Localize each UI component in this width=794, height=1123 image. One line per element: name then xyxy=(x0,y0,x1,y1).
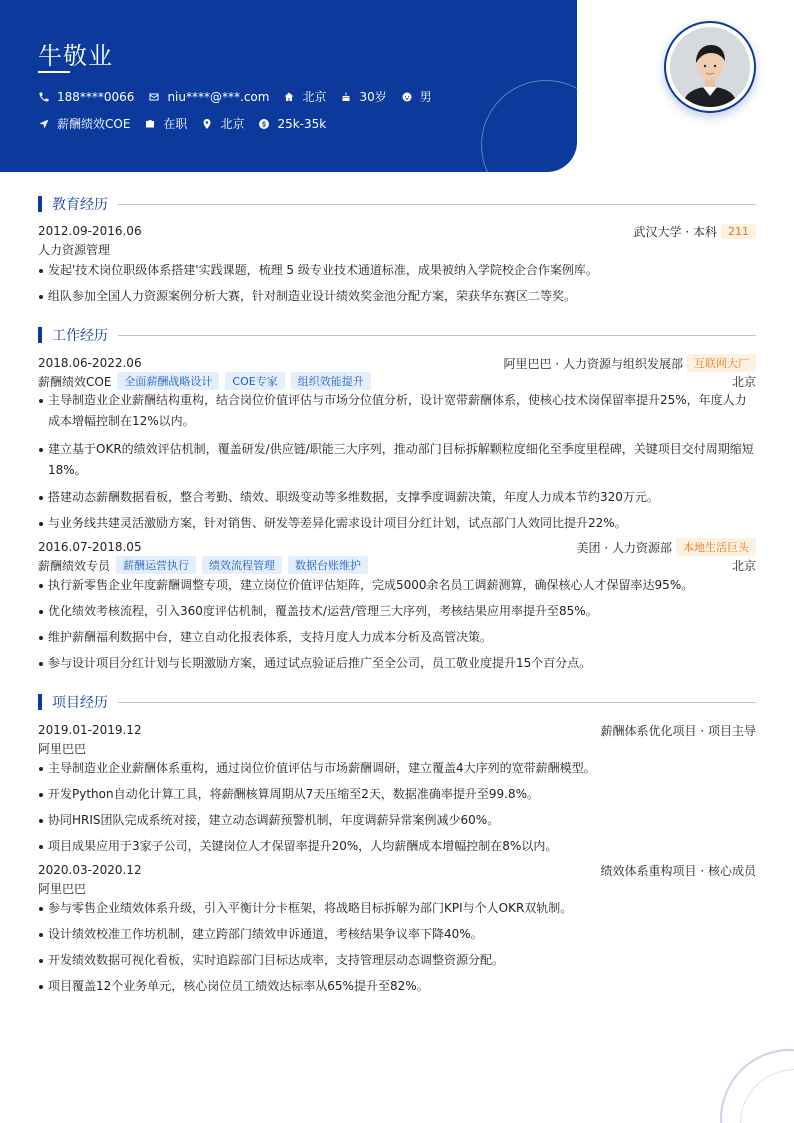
section-divider xyxy=(118,702,756,703)
mail-icon xyxy=(148,91,160,103)
school-level-badge: 211 xyxy=(721,224,756,239)
header-banner xyxy=(0,0,577,172)
city-info xyxy=(283,88,326,105)
list-item: 开发Python自动化计算工具，将薪酬核算周期从7天压缩至2天，数据准确率提升至99.8%。 xyxy=(38,784,756,805)
project-company: 阿里巴巴 xyxy=(38,741,87,756)
candidate-name: 牛敬业 xyxy=(38,42,113,70)
list-item: 执行新零售企业年度薪酬调整专项，建立岗位价值评估矩阵，完成5000余名员工调薪测算，确保核心人才保留率达95%。 xyxy=(38,575,756,596)
skill-tag: 数据台账维护 xyxy=(288,556,368,574)
list-item: 与业务线共建灵活激励方案，针对销售、研发等差异化需求设计项目分红计划，试点部门人效同比提升22%。 xyxy=(38,513,756,534)
section-bar xyxy=(38,694,42,710)
work-period: 2016.07-2018.05 xyxy=(38,540,142,554)
section-title-text: 项目经历 xyxy=(52,695,108,711)
target-city-info xyxy=(201,115,244,132)
education-period: 2012.09-2016.06 xyxy=(38,224,142,238)
skill-tag: 薪酬运营执行 xyxy=(116,556,196,574)
section-project xyxy=(38,693,756,711)
company-badge: 本地生活巨头 xyxy=(676,538,756,556)
money-icon xyxy=(258,118,270,130)
target-job-info xyxy=(38,115,130,132)
project-period: 2020.03-2020.12 xyxy=(38,863,142,877)
section-education xyxy=(38,195,756,213)
work-title: 薪酬绩效专员 xyxy=(38,558,111,573)
email-info xyxy=(148,90,269,104)
company-badge: 互联网大厂 xyxy=(687,354,756,372)
work-company: 阿里巴巴 · 人力资源与组织发展部 xyxy=(503,356,683,371)
list-item: 参与设计项目分红计划与长期激励方案，通过试点验证后推广至全公司，员工敬业度提升15个百分点。 xyxy=(38,653,756,674)
list-item: 设计绩效校准工作坊机制，建立跨部门绩效申诉通道，考核结果争议率下降40%。 xyxy=(38,924,756,945)
list-item: 组队参加全国人力资源案例分析大赛，针对制造业设计绩效奖金池分配方案，荣获华东赛区二等奖。 xyxy=(38,286,756,307)
skill-tag: 绩效流程管理 xyxy=(202,556,282,574)
avatar xyxy=(664,21,756,113)
list-item: 协同HRIS团队完成系统对接，建立动态调薪预警机制，年度调薪异常案例减少60%。 xyxy=(38,810,756,831)
work-title-row xyxy=(38,372,756,390)
project-company: 阿里巴巴 xyxy=(38,881,87,896)
phone-text: 188****0066 xyxy=(57,89,135,104)
briefcase-icon xyxy=(144,118,156,130)
work-title: 薪酬绩效COE xyxy=(38,374,112,389)
name-underline xyxy=(38,71,70,73)
list-item: 参与零售企业绩效体系升级，引入平衡计分卡框架，将战略目标拆解为部门KPI与个人OKR双轨制。 xyxy=(38,898,756,919)
work-city: 北京 xyxy=(731,558,756,573)
list-item: 发起'技术岗位职级体系搭建'实践课题，梳理 5 级专业技术通道标准，成果被纳入学院校企合作案例库。 xyxy=(38,260,756,281)
list-item: 优化绩效考核流程，引入360度评估机制，覆盖技术/运营/管理三大序列，考核结果应用率提升至85%。 xyxy=(38,601,756,622)
email-text: niu****@***.com xyxy=(167,89,270,104)
phone-icon xyxy=(38,91,50,103)
project-name-role: 薪酬体系优化项目 · 项目主导 xyxy=(600,723,756,738)
skill-tag: COE专家 xyxy=(225,372,284,390)
list-item: 主导制造业企业薪酬体系重构，通过岗位价值评估与市场薪酬调研，建立覆盖4大序列的宽带薪酬模型。 xyxy=(38,758,756,779)
job-intent-row xyxy=(38,115,340,132)
education-school: 武汉大学 · 本科 xyxy=(633,224,717,239)
list-item: 开发绩效数据可视化看板，实时追踪部门目标达成率，支持管理层动态调整资源分配。 xyxy=(38,950,756,971)
status-text: 在职 xyxy=(163,117,188,131)
work-company: 美团 · 人力资源部 xyxy=(576,540,672,555)
location-pin-icon xyxy=(201,118,213,130)
face-icon xyxy=(401,91,413,103)
person-portrait-icon xyxy=(670,27,750,107)
skill-tag: 组织效能提升 xyxy=(291,372,371,390)
list-item: 项目覆盖12个业务单元，核心岗位员工绩效达标率从65%提升至82%。 xyxy=(38,976,756,997)
project-name-role: 绩效体系重构项目 · 核心成员 xyxy=(600,863,756,878)
list-item: 项目成果应用于3家子公司，关键岗位人才保留率提升20%，人均薪酬成本增幅控制在8%以内。 xyxy=(38,836,756,857)
section-divider xyxy=(118,335,756,336)
education-header-row xyxy=(38,222,756,240)
work-header-row xyxy=(38,538,756,556)
section-work xyxy=(38,326,756,344)
project-company-row xyxy=(38,879,756,897)
target-job-text: 薪酬绩效COE xyxy=(57,117,131,131)
work-city: 北京 xyxy=(731,374,756,389)
list-item: 搭建动态薪酬数据看板，整合考勤、绩效、职级变动等多维数据，支撑季度调薪决策，年度人力成本节约320万元。 xyxy=(38,487,756,508)
avatar-photo xyxy=(670,27,750,107)
status-info xyxy=(144,115,187,132)
cake-icon xyxy=(340,91,352,103)
section-title-text: 工作经历 xyxy=(52,328,108,344)
section-bar xyxy=(38,196,42,212)
project-header-row xyxy=(38,721,756,739)
age-info xyxy=(340,88,386,105)
salary-info xyxy=(258,117,326,131)
home-icon xyxy=(283,91,295,103)
work-title-row xyxy=(38,556,756,574)
list-item: 维护薪酬福利数据中台，建立自动化报表体系，支持月度人力成本分析及高管决策。 xyxy=(38,627,756,648)
target-city-text: 北京 xyxy=(220,117,245,131)
work-period: 2018.06-2022.06 xyxy=(38,356,142,370)
gender-info xyxy=(401,88,432,105)
age-text: 30岁 xyxy=(359,90,387,104)
contact-row xyxy=(38,88,446,105)
section-divider xyxy=(118,204,756,205)
skill-tag: 全面薪酬战略设计 xyxy=(117,372,219,390)
city-text: 北京 xyxy=(302,90,327,104)
header-circle-decoration xyxy=(481,80,577,172)
education-major: 人力资源管理 xyxy=(38,242,111,257)
project-period: 2019.01-2019.12 xyxy=(38,723,142,737)
section-bar xyxy=(38,327,42,343)
phone-info xyxy=(38,90,134,104)
list-item: 主导制造业企业薪酬结构重构，结合岗位价值评估与市场分位值分析，设计宽带薪酬体系，使核心技术岗保留率提升25%，年度人力成本增幅控制在12%以内。 xyxy=(38,390,756,432)
project-company-row xyxy=(38,739,756,757)
work-header-row xyxy=(38,354,756,372)
send-icon xyxy=(38,118,50,130)
project-header-row xyxy=(38,861,756,879)
list-item: 建立基于OKR的绩效评估机制，覆盖研发/供应链/职能三大序列，推动部门目标拆解颗粒度细化至季度里程碑，关键项目交付周期缩短18%。 xyxy=(38,439,756,481)
education-major-row xyxy=(38,240,756,258)
section-title-text: 教育经历 xyxy=(52,197,108,213)
gender-text: 男 xyxy=(419,90,432,104)
salary-text: 25k-35k xyxy=(277,116,327,131)
